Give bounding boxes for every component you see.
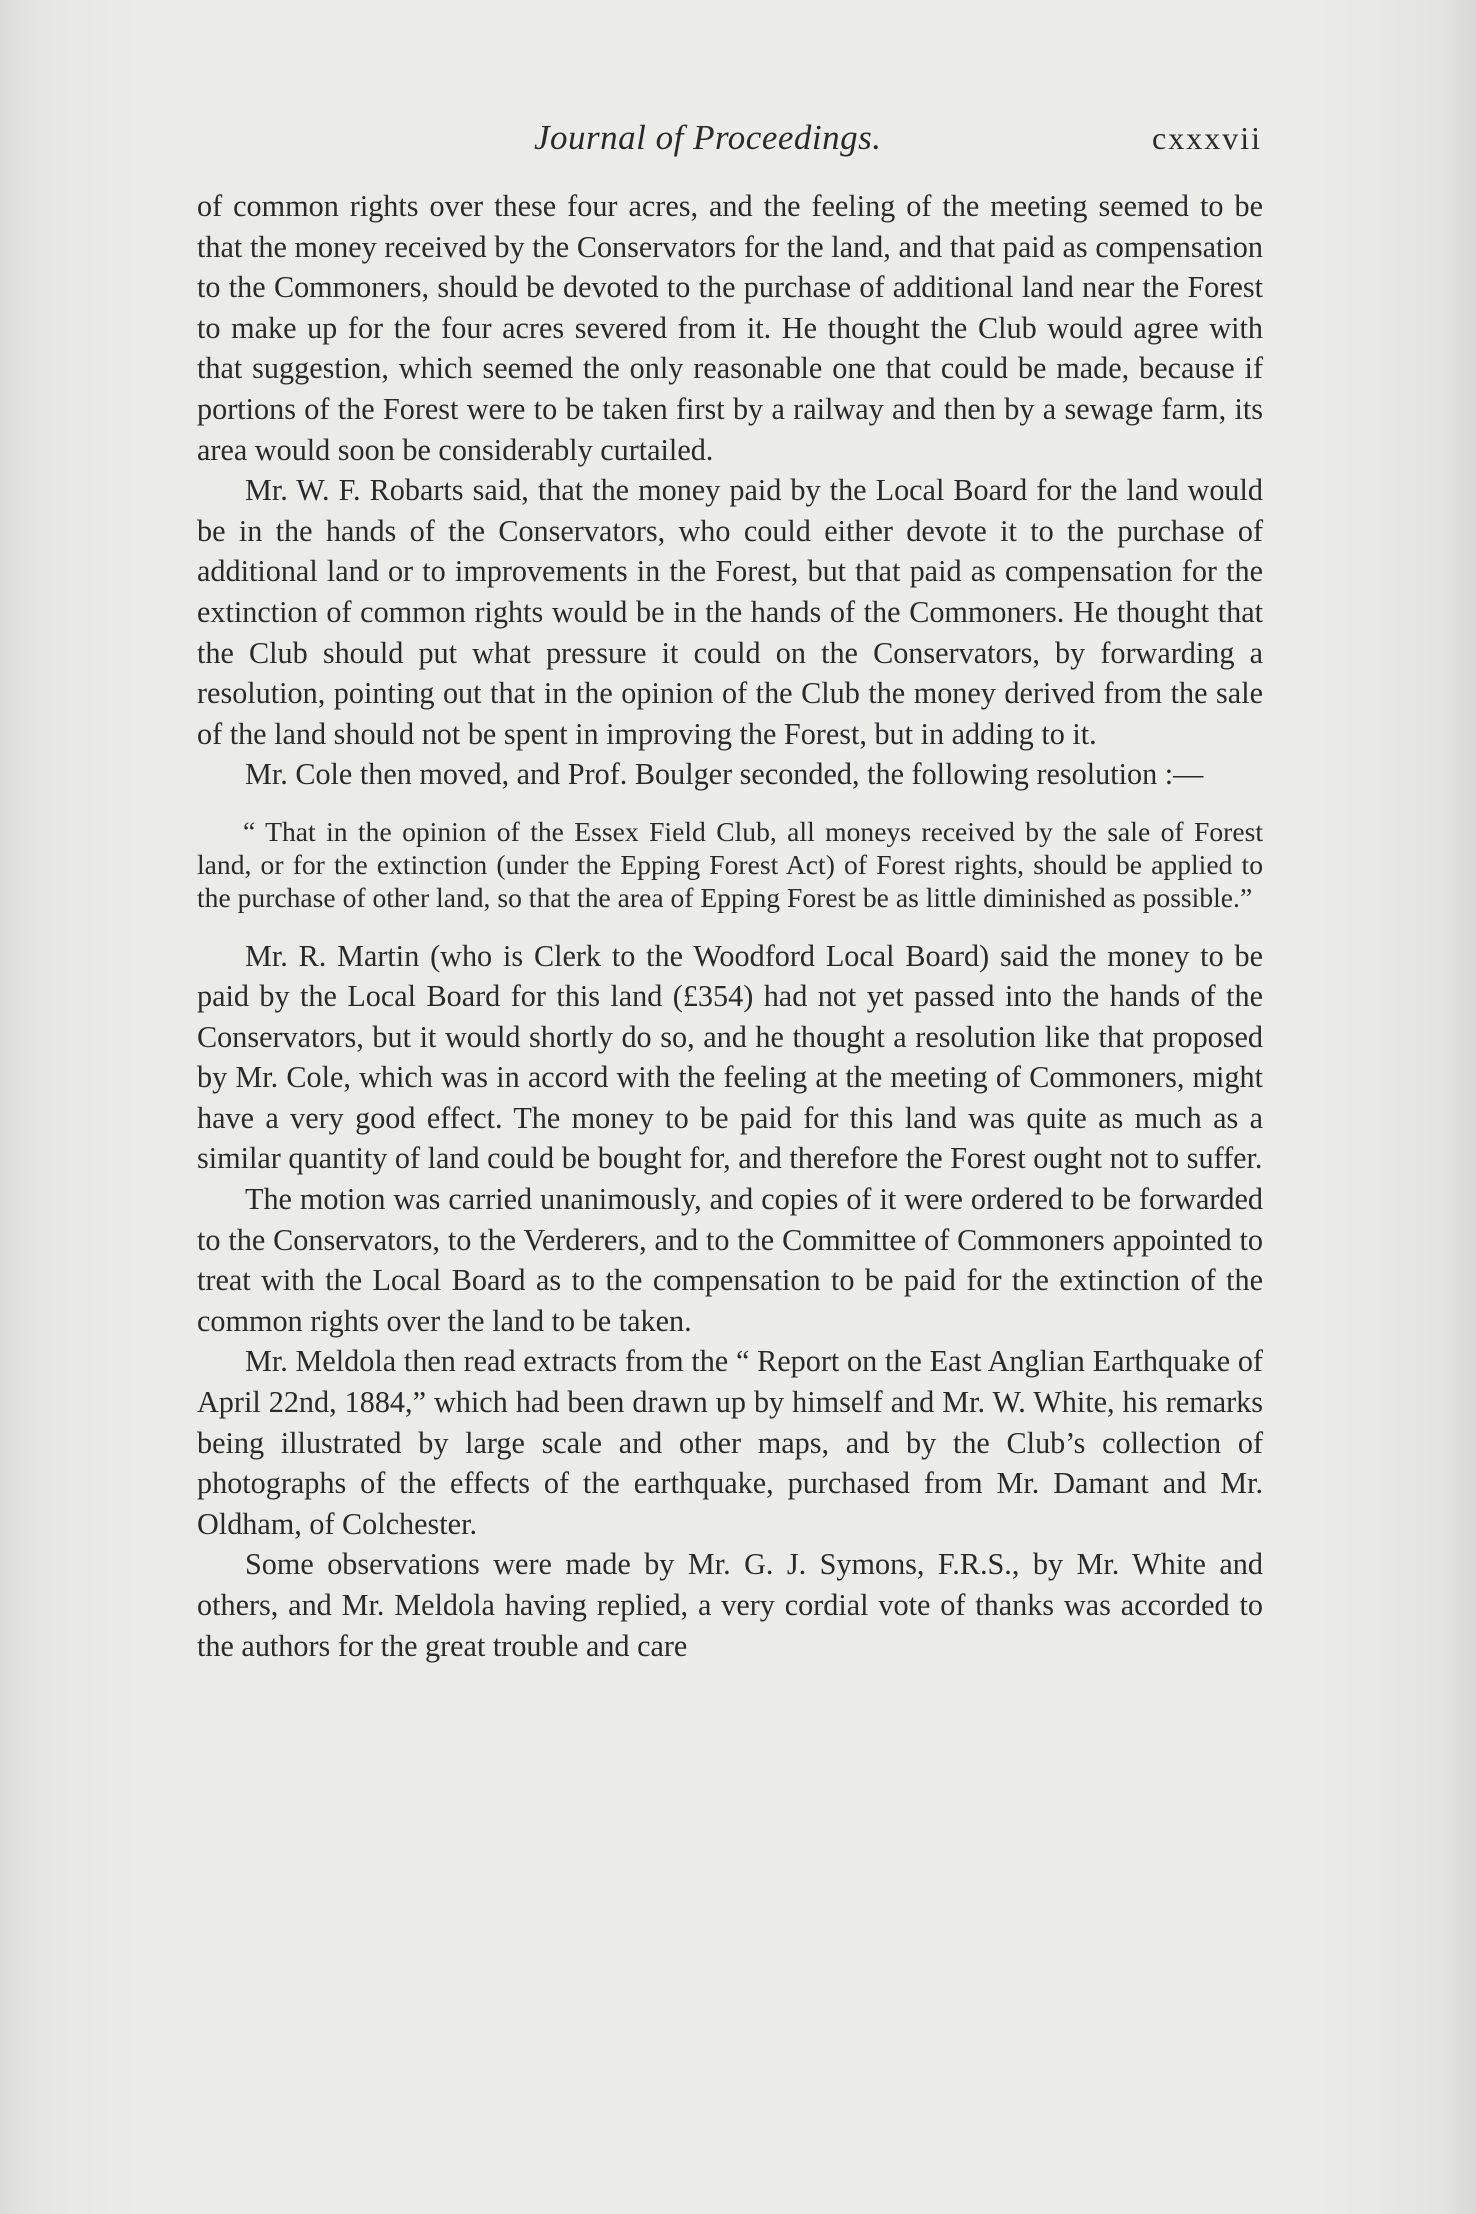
resolution-quote: “ That in the opinion of the Essex Field Club, all moneys received by the sale of Forest land, or for the extinction (under the Epping Forest Act) of Forest rights, should be applied to the purchase of other land, so that the area of Epping Forest be as little diminished as possible.” — [197, 815, 1263, 914]
running-title: Journal of Proceedings. — [534, 118, 882, 157]
page-header — [200, 118, 1262, 168]
paragraph-robarts: Mr. W. F. Robarts said, that the money paid by the Local Board for the land would be in the hands of the Conservators, who could either devote it to the purchase of additional land or to improvements in the Forest, but that paid as compensation for the extinction of common rights would be in the hands of the Commoners. He thought that the Club should put what pressure it could on the Conservators, by forwarding a resolution, pointing out that in the opinion of the Club the money derived from the sale of the land should not be spent in improving the Forest, but in adding to it. — [197, 473, 1263, 751]
paragraph-observations: Some observations were made by Mr. G. J. Symons, F.R.S., by Mr. White and others, and Mr. Meldola having replied, a very cordial vote of thanks was accorded to the authors for the great trouble and care — [197, 1547, 1263, 1663]
paragraph-meldola-report: Mr. Meldola then read extracts from the “ Report on the East Anglian Earthquake of April 22nd, 1884,” which had been drawn up by himself and Mr. W. White, his remarks being illustrated by large scale and other maps, and by the Club’s collection of photographs of the effects of the earthquake, purchased from Mr. Damant and Mr. Oldham, of Colchester. — [197, 1344, 1263, 1541]
paragraph-motion-carried: The motion was carried unanimously, and copies of it were ordered to be forwarded to the Conservators, to the Verderers, and to the Committee of Commoners appointed to treat with the Local Board as to the compensation to be paid for the extinction of the common rights over the land to be taken. — [197, 1182, 1263, 1338]
paragraph-continued: of common rights over these four acres, and the feeling of the meeting seemed to be that the money received by the Conservators for the land, and that paid as compensation to the Commoners, should be devoted to the purchase of additional land near the Forest to make up for the four acres severed from it. He thought the Club would agree with that suggestion, which seemed the only reasonable one that could be made, because if portions of the Forest were to be taken first by a railway and then by a sewage farm, its area would soon be considerably curtailed. — [197, 189, 1263, 467]
body-text — [197, 186, 1263, 1666]
paragraph-cole-motion: Mr. Cole then moved, and Prof. Boulger seconded, the following resolution :— — [245, 757, 1204, 792]
page-number: cxxxvii — [1152, 120, 1262, 156]
paragraph-martin: Mr. R. Martin (who is Clerk to the Woodford Local Board) said the money to be paid by the Local Board for this land (£354) had not yet passed into the hands of the Conservators, but it would shortly do so, and he thought a resolution like that proposed by Mr. Cole, which was in accord with the feeling at the meeting of Commoners, might have a very good effect. The money to be paid for this land was quite as much as a similar quantity of land could be bought for, and therefore the Forest ought not to suffer. — [197, 938, 1263, 1176]
